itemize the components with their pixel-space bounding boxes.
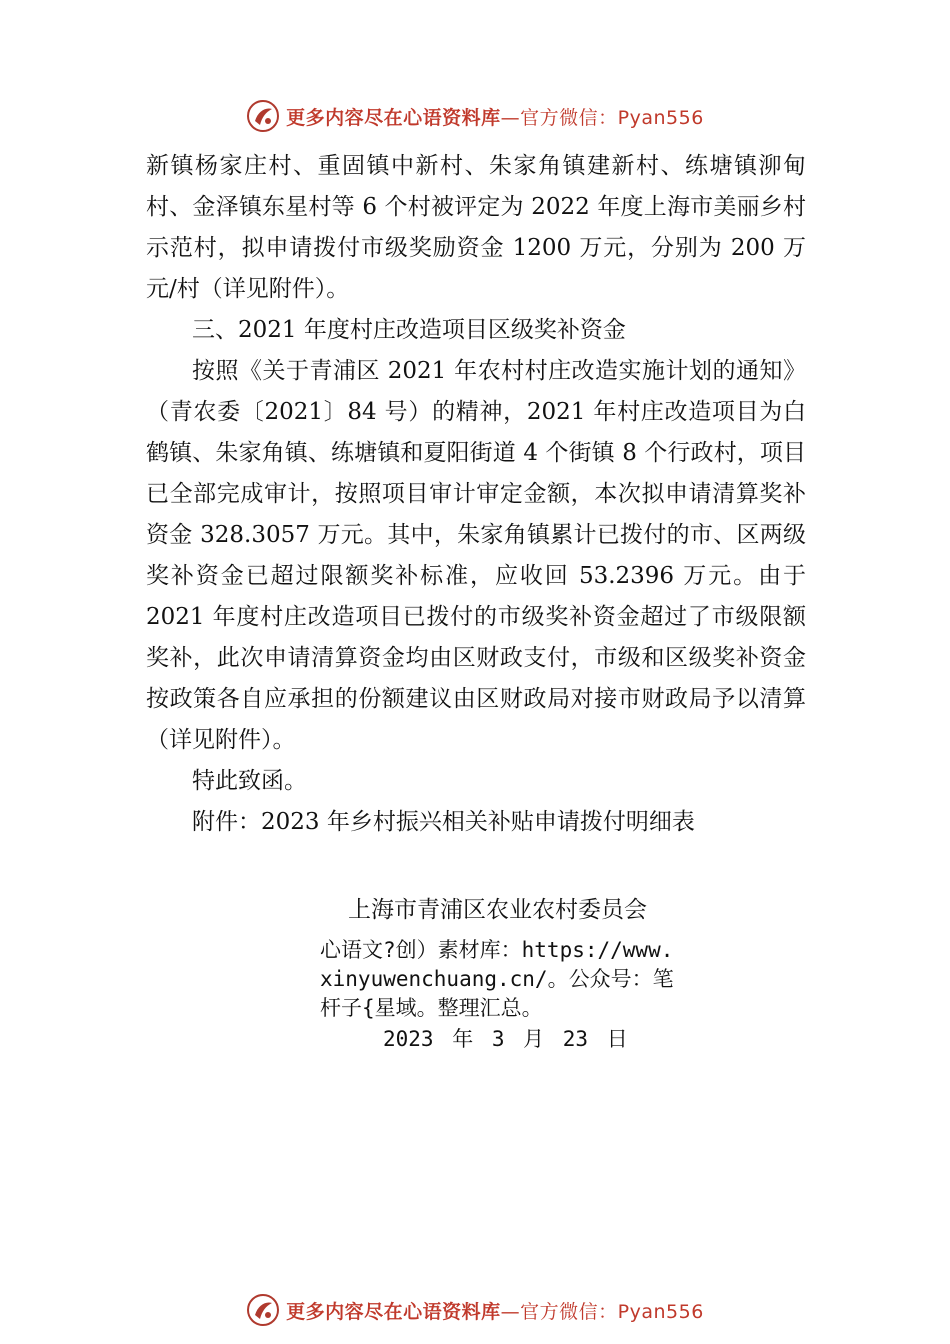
paragraph-continued: 新镇杨家庄村、重固镇中新村、朱家角镇建新村、练塘镇泖甸村、金泽镇东星村等 6 个村被评定为 2022 年度上海市美丽乡村示范村，拟申请拨付市级奖励资金 1200 万元，分别为 200 万元/村（详见附件）。 <box>146 153 806 302</box>
closing-phrase: 特此致函。 <box>192 768 307 794</box>
attachment-line: 附件：2023 年乡村振兴相关补贴申请拨付明细表 <box>192 809 695 835</box>
seal-logo-icon <box>246 1293 280 1327</box>
signature-org: 上海市青浦区农业农村委员会 <box>348 897 647 923</box>
paragraph-village-renovation: 按照《关于青浦区 2021 年农村村庄改造实施计划的通知》（青农委〔2021〕84 号）的精神，2021 年村庄改造项目为白鹤镇、朱家角镇、练塘镇和夏阳街道 4 个街镇 8 个行政村，项目已全部完成审计，按照项目审计审定金额，本次拟申请清算奖补资金 328.3057 万元。其中，朱家角镇累计已拨付的市、区两级奖补资金已超过限额奖补标准，应收回 53.2396 万元。由于 2021 年度村庄改造项目已拨付的市级奖补资金超过了市级限额奖补，此次申请清算资金均由区财政支付，市级和区级奖补资金按政策各自应承担的份额建议由区财政局对接市财政局予以清算（详见附件）。 <box>146 358 806 753</box>
section-heading: 三、2021 年度村庄改造项目区级奖补资金 <box>192 317 626 343</box>
header-banner <box>0 96 950 136</box>
banner-text: 更多内容尽在心语资料库—官方微信：Pyan556 <box>286 1300 704 1323</box>
banner-text: 更多内容尽在心语资料库—官方微信：Pyan556 <box>286 106 704 129</box>
document-body <box>146 146 806 843</box>
signature-date: 2023 年 3 月 23 日 <box>383 1027 628 1051</box>
source-note: 心语文?创）素材库：https://www.xinyuwenchuang.cn/。公众号：笔杆子{星域。整理汇总。 <box>320 938 674 1020</box>
seal-logo-icon <box>246 99 280 133</box>
footer-banner <box>0 1290 950 1330</box>
